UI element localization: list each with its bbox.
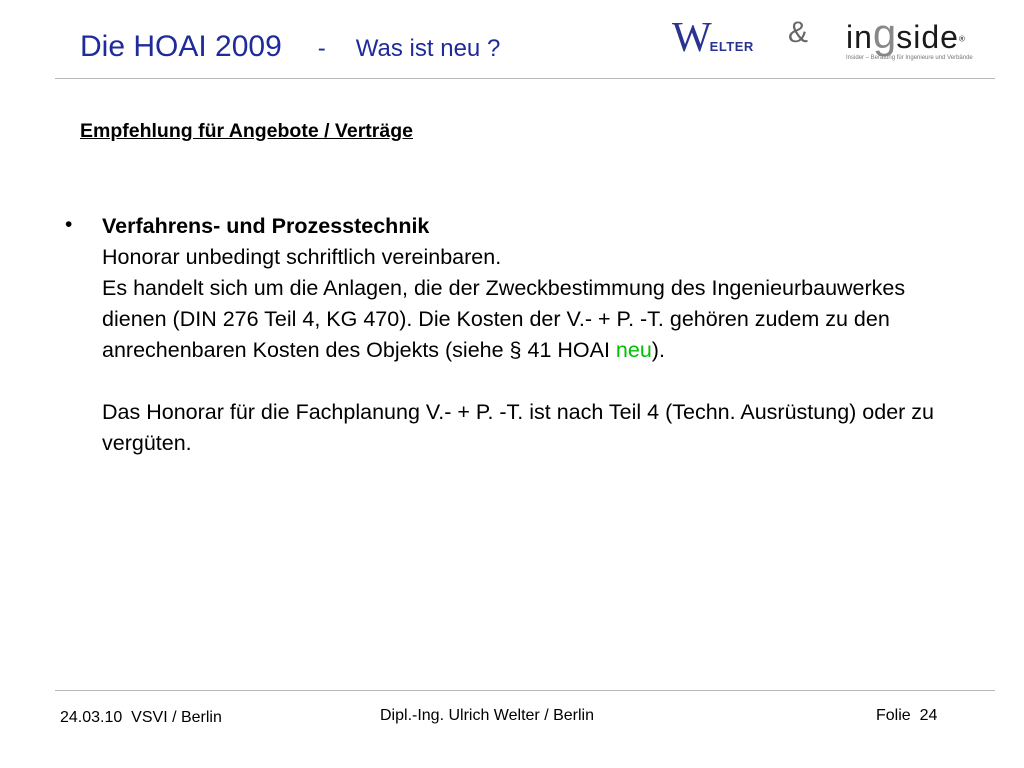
welter-logo-initial: W [672,15,712,61]
ingside-logo-in: in [846,19,873,55]
body-line-2-end: ). [651,338,665,362]
ingside-logo-g: g [872,10,897,57]
bullet-body [102,211,962,459]
body-line-1: Honorar unbedingt schriftlich vereinbaren. [102,245,502,269]
welter-logo [672,14,754,62]
ingside-logo-side: side [896,19,959,55]
header-divider [55,78,995,79]
body-paragraph-1 [102,273,962,366]
footer-date-location: 24.03.10 VSVI / Berlin [60,709,222,726]
ingside-logo [846,10,965,58]
title-main: Die HOAI 2009 [80,30,282,63]
bullet-title: Verfahrens- und Prozesstechnik [102,214,430,238]
title-subtitle: Was ist neu ? [355,35,501,62]
bullet-marker: • [65,213,73,236]
ingside-tagline: Insider – Beratung für Ingenieure und Verbände [846,55,973,61]
logo-ampersand: & [788,16,809,49]
body-line-2: Es handelt sich um die Anlagen, die der Zweckbestimmung des Ingenieurbauwerkes dienen (DIN 276 Teil 4, KG 470). Die Kosten der V.- + P. -T. gehören zudem zu den anrechenbaren Kosten des Objekts (siehe § 41 HOAI [102,276,906,362]
footer-divider [55,690,995,691]
title-separator: - [317,35,326,62]
ingside-logo-registered: ® [958,34,965,44]
welter-logo-rest: ELTER [709,39,754,54]
slide-title [80,30,500,64]
footer-slide-number: Folie 24 [876,707,938,724]
body-paragraph-2: Das Honorar für die Fachplanung V.- + P. -T. ist nach Teil 4 (Techn. Ausrüstung) oder zu vergüten. [102,400,934,455]
paragraph-spacer [102,366,962,397]
section-heading: Empfehlung für Angebote / Verträge [80,120,413,142]
footer-author: Dipl.-Ing. Ulrich Welter / Berlin [380,707,594,724]
new-highlight: neu [615,338,652,362]
